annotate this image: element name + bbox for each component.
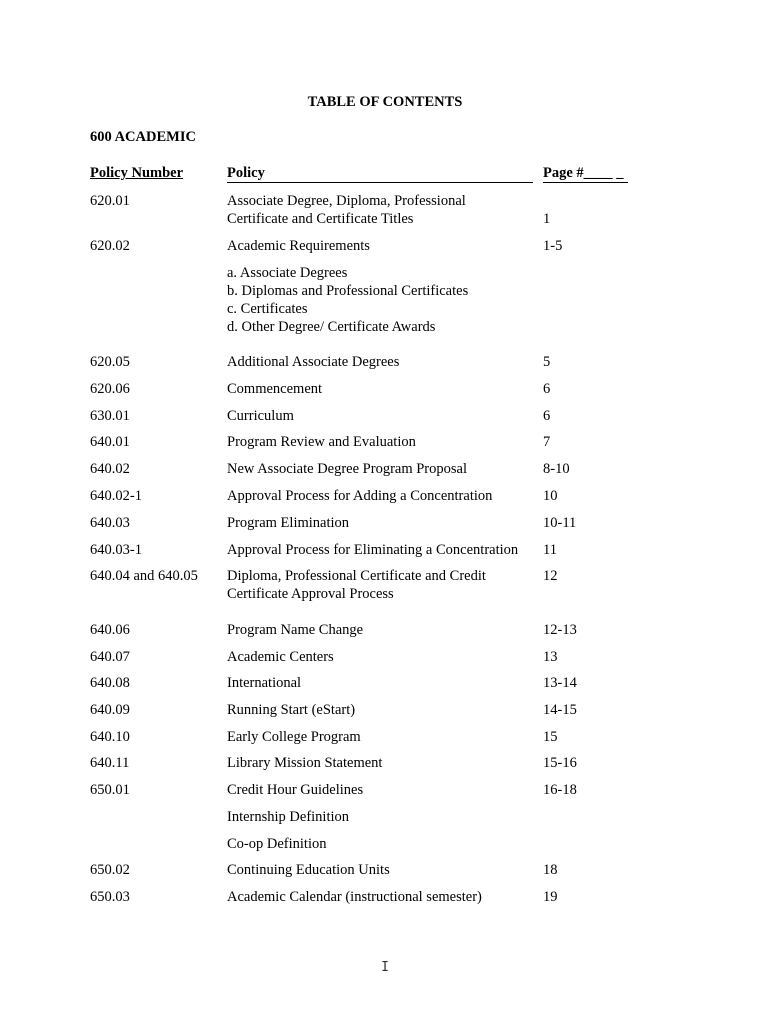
- policy-title-line: Certificate and Certificate Titles: [227, 211, 414, 227]
- policy-number: 640.06: [90, 622, 130, 638]
- subitem: a. Associate Degrees: [227, 265, 348, 281]
- page-ref: 6: [543, 381, 551, 397]
- page-ref: 11: [543, 542, 557, 558]
- page-ref: 16-18: [543, 782, 577, 798]
- policy-title-line: Associate Degree, Diploma, Professional: [227, 193, 466, 209]
- section-heading: 600 ACADEMIC: [90, 129, 196, 145]
- policy-number: 620.01: [90, 193, 130, 209]
- policy-title: [227, 380, 537, 398]
- policy-title: [227, 808, 537, 826]
- policy-number: 640.01: [90, 434, 130, 450]
- policy-title-line: Program Review and Evaluation: [227, 434, 416, 450]
- policy-number: 640.03: [90, 515, 130, 531]
- page-number: I: [381, 960, 389, 975]
- policy-title-line: Early College Program: [227, 729, 361, 745]
- page-ref: 10-11: [543, 515, 577, 531]
- policy-title: [227, 487, 537, 505]
- policy-number: 620.06: [90, 381, 130, 397]
- policy-title-line: Approval Process for Eliminating a Concentration: [227, 542, 519, 558]
- policy-title: [227, 781, 537, 799]
- header-policy-label: Policy: [227, 165, 265, 181]
- page-ref: 8-10: [543, 461, 570, 477]
- page-ref: 12-13: [543, 622, 577, 638]
- page-ref: 5: [543, 354, 551, 370]
- header-page-underline: [543, 182, 628, 183]
- policy-title: [227, 861, 537, 879]
- policy-title-line: Approval Process for Adding a Concentration: [227, 488, 493, 504]
- page-ref: 13: [543, 649, 558, 665]
- policy-number: 630.01: [90, 408, 130, 424]
- policy-number: 650.02: [90, 862, 130, 878]
- academic-requirements-subitems: [227, 264, 468, 336]
- policy-title: [227, 674, 537, 692]
- policy-title: [227, 701, 537, 719]
- policy-title: [227, 835, 537, 853]
- policy-title: [227, 192, 537, 228]
- policy-title: [227, 433, 537, 451]
- header-page-filler: ____ _: [583, 165, 624, 181]
- header-page: [543, 165, 624, 182]
- page-ref: 1-5: [543, 238, 563, 254]
- page-ref: 14-15: [543, 702, 577, 718]
- policy-title-line: Commencement: [227, 381, 323, 397]
- policy-title-line: Continuing Education Units: [227, 862, 390, 878]
- page-ref: 1: [543, 211, 551, 227]
- policy-title-line: Program Name Change: [227, 622, 364, 638]
- page-title: TABLE OF CONTENTS: [307, 94, 463, 110]
- policy-title-line: Library Mission Statement: [227, 755, 383, 771]
- policy-number: 640.07: [90, 649, 130, 665]
- policy-title-line: Running Start (eStart): [227, 702, 356, 718]
- page-ref: 18: [543, 862, 558, 878]
- subitem: d. Other Degree/ Certificate Awards: [227, 319, 436, 335]
- policy-number: 640.04 and 640.05: [90, 568, 198, 584]
- policy-title-line: Certificate Approval Process: [227, 586, 394, 602]
- policy-title-line: Co-op Definition: [227, 836, 327, 852]
- policy-title: [227, 621, 537, 639]
- policy-title: [227, 407, 537, 425]
- policy-title-line: New Associate Degree Program Proposal: [227, 461, 467, 477]
- policy-title-line: Internship Definition: [227, 809, 350, 825]
- policy-number: 640.09: [90, 702, 130, 718]
- policy-number: 620.02: [90, 238, 130, 254]
- page-ref: 15: [543, 729, 558, 745]
- page-ref: 10: [543, 488, 558, 504]
- subitem: b. Diplomas and Professional Certificates: [227, 283, 469, 299]
- policy-number: 640.02: [90, 461, 130, 477]
- page-ref: 6: [543, 408, 551, 424]
- page-ref: 12: [543, 568, 558, 584]
- policy-title-line: Program Elimination: [227, 515, 350, 531]
- subitem: c. Certificates: [227, 301, 308, 317]
- policy-number: 640.02-1: [90, 488, 142, 504]
- policy-number: 620.05: [90, 354, 130, 370]
- policy-title: [227, 567, 537, 603]
- policy-title-line: Curriculum: [227, 408, 294, 424]
- header-policy-number: Policy Number: [90, 165, 184, 181]
- header-policy-underline: [227, 182, 533, 183]
- policy-title-line: Academic Calendar (instructional semester): [227, 889, 482, 905]
- policy-title-line: Academic Centers: [227, 649, 334, 665]
- policy-title: [227, 541, 537, 559]
- policy-title: [227, 460, 537, 478]
- policy-title: [227, 754, 537, 772]
- policy-title: [227, 514, 537, 532]
- policy-number: 640.10: [90, 729, 130, 745]
- policy-title-line: International: [227, 675, 302, 691]
- policy-title: [227, 237, 537, 255]
- policy-number: 640.08: [90, 675, 130, 691]
- policy-title: [227, 353, 537, 371]
- policy-title: [227, 728, 537, 746]
- policy-number: 640.03-1: [90, 542, 142, 558]
- page-ref: 15-16: [543, 755, 577, 771]
- policy-title-line: Credit Hour Guidelines: [227, 782, 364, 798]
- page-ref: 13-14: [543, 675, 577, 691]
- policy-number: 650.01: [90, 782, 130, 798]
- policy-title: [227, 888, 537, 906]
- policy-title-line: Additional Associate Degrees: [227, 354, 400, 370]
- policy-number: 650.03: [90, 889, 130, 905]
- policy-title-line: Diploma, Professional Certificate and Credit: [227, 568, 486, 584]
- policy-title-line: Academic Requirements: [227, 238, 370, 254]
- page-ref: 7: [543, 434, 551, 450]
- policy-number: 640.11: [90, 755, 130, 771]
- policy-title: [227, 648, 537, 666]
- page-ref: 19: [543, 889, 558, 905]
- header-page-label: Page #: [543, 165, 584, 181]
- header-policy: [227, 165, 527, 182]
